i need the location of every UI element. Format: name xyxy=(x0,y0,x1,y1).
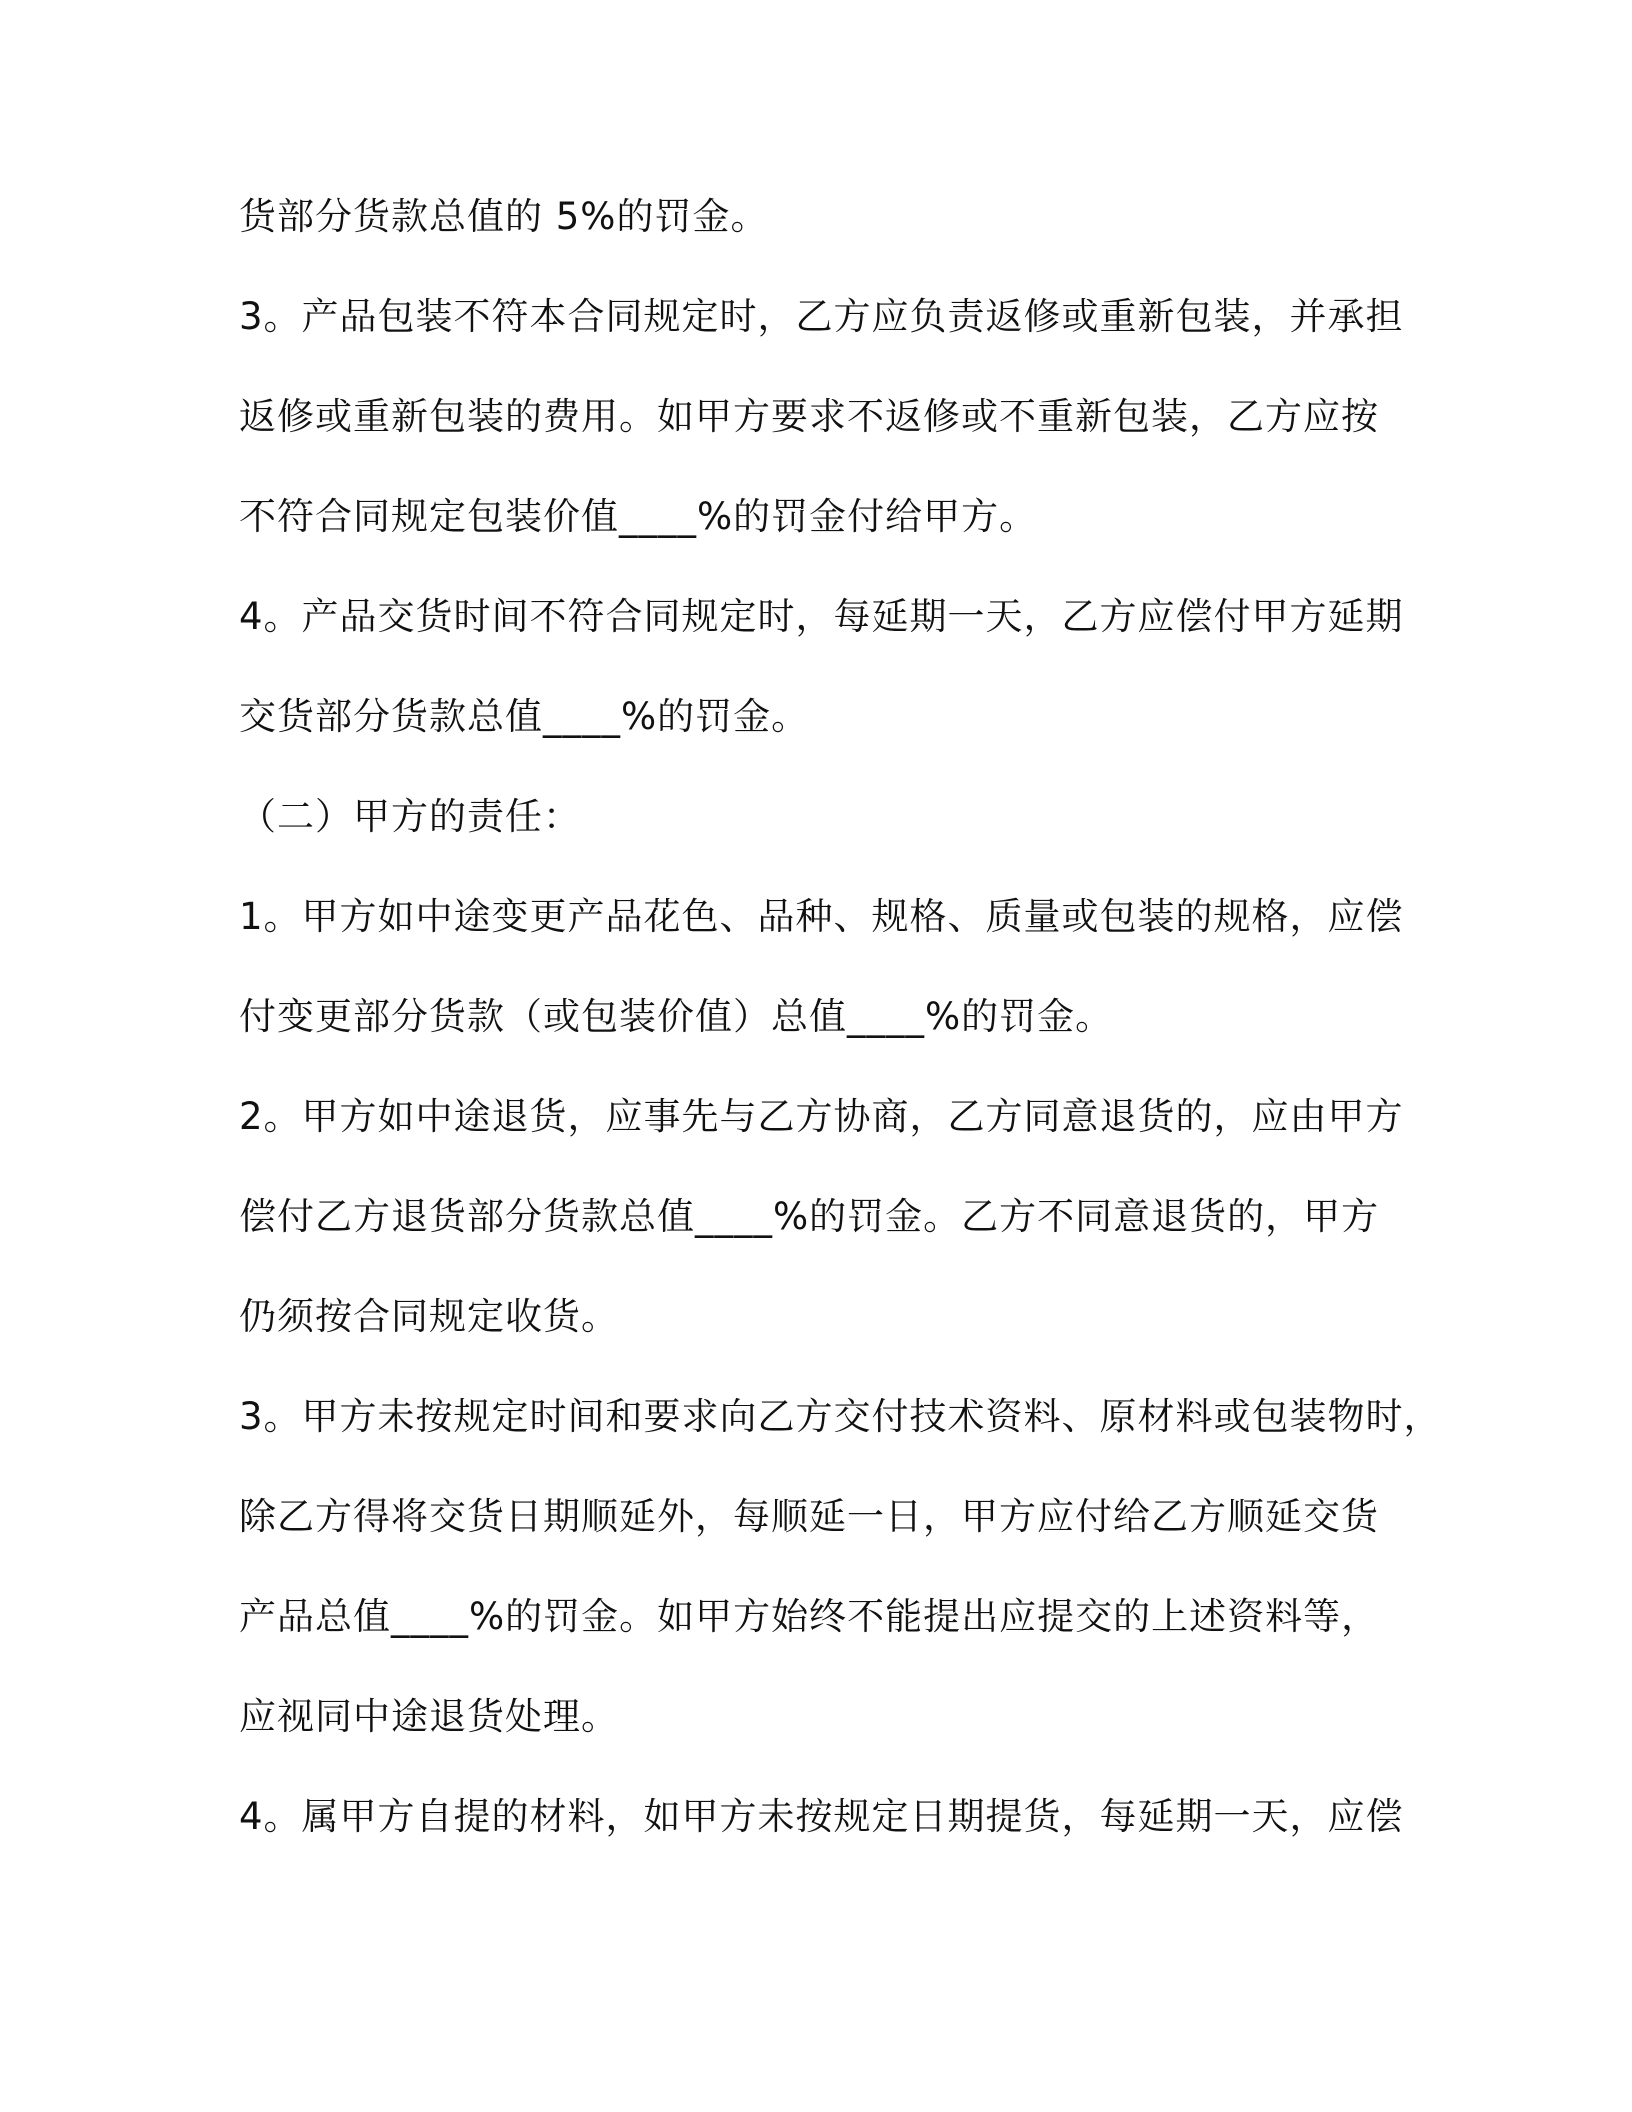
text-line: 4。属甲方自提的材料，如甲方未按规定日期提货，每延期一天，应偿 xyxy=(239,1795,1404,1838)
text-line: 偿付乙方退货部分货款总值____%的罚金。乙方不同意退货的，甲方 xyxy=(239,1195,1380,1238)
text-line: 2。甲方如中途退货，应事先与乙方协商，乙方同意退货的，应由甲方 xyxy=(239,1095,1404,1138)
text-line: 交货部分货款总值____%的罚金。 xyxy=(239,695,810,738)
text-line: 产品总值____%的罚金。如甲方始终不能提出应提交的上述资料等， xyxy=(239,1595,1380,1638)
text-line: 4。产品交货时间不符合同规定时，每延期一天，乙方应偿付甲方延期 xyxy=(239,595,1404,638)
text-line: 3。甲方未按规定时间和要求向乙方交付技术资料、原材料或包装物时， xyxy=(239,1395,1442,1438)
text-line: 仍须按合同规定收货。 xyxy=(239,1295,619,1338)
text-line: 3。产品包装不符本合同规定时，乙方应负责返修或重新包装，并承担 xyxy=(239,295,1404,338)
section-heading: （二）甲方的责任： xyxy=(239,795,581,838)
text-line: 返修或重新包装的费用。如甲方要求不返修或不重新包装，乙方应按 xyxy=(239,395,1379,438)
text-line: 应视同中途退货处理。 xyxy=(239,1695,619,1738)
text-line: 除乙方得将交货日期顺延外，每顺延一日，甲方应付给乙方顺延交货 xyxy=(239,1495,1379,1538)
text-line: 付变更部分货款（或包装价值）总值____%的罚金。 xyxy=(239,995,1114,1038)
text-line: 1。甲方如中途变更产品花色、品种、规格、质量或包装的规格，应偿 xyxy=(239,895,1404,938)
text-line: 货部分货款总值的 5%的罚金。 xyxy=(239,195,769,238)
text-line: 不符合同规定包装价值____%的罚金付给甲方。 xyxy=(239,495,1038,538)
